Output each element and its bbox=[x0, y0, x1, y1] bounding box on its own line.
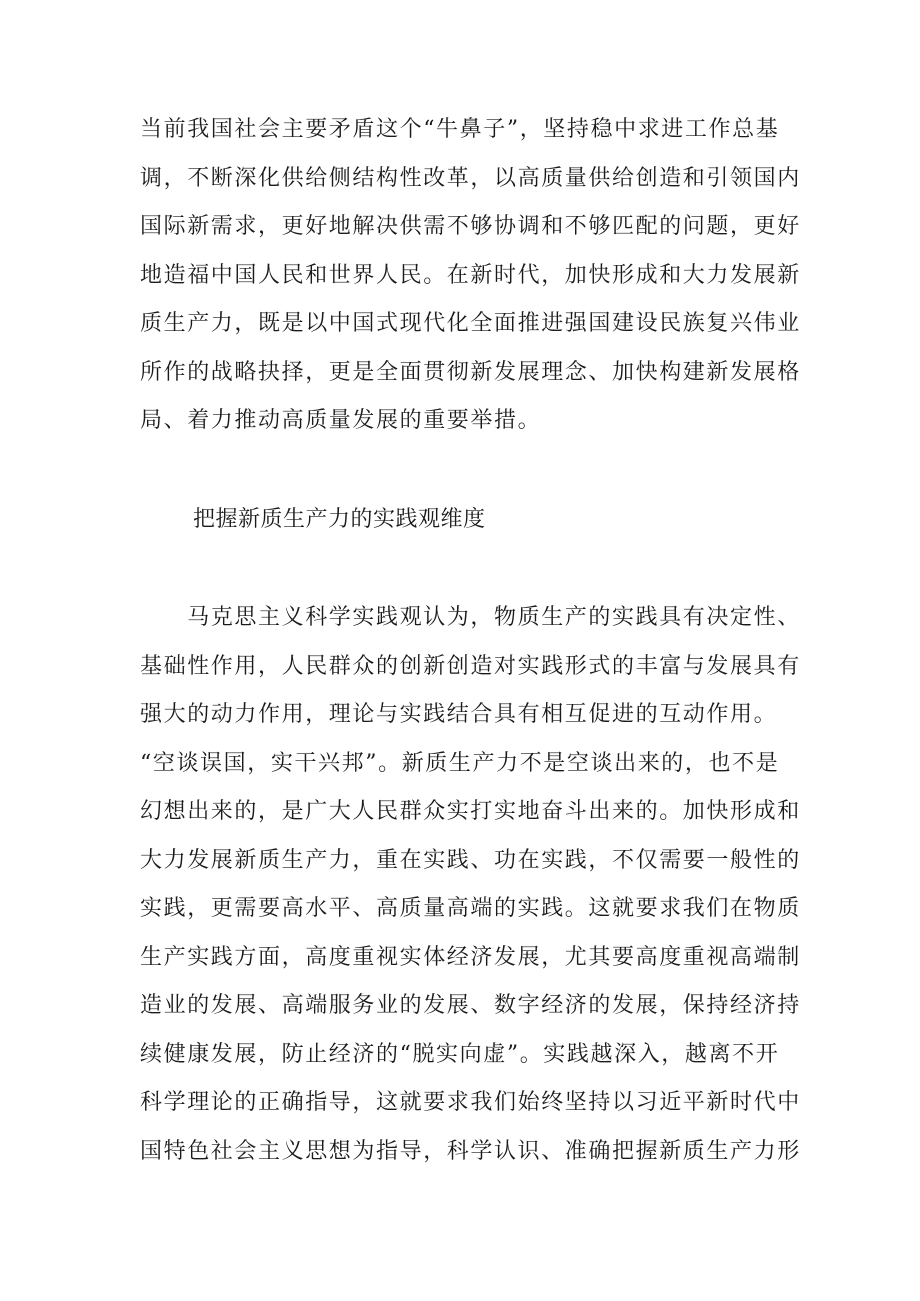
body-paragraph bbox=[140, 594, 800, 1176]
section-heading: 把握新质生产力的实践观维度 bbox=[193, 507, 486, 532]
text-line: 局、着力推动高质量发展的重要举措。 bbox=[140, 408, 542, 433]
text-line: 续健康发展，防止经济的“脱实向虚”。实践越深入，越离不开 bbox=[140, 1041, 780, 1067]
text-line: “空谈误国，实干兴邦”。新质生产力不是空谈出来的，也不是 bbox=[140, 750, 780, 776]
text-line: 国际新需求，更好地解决供需不够协调和不够匹配的问题，更好 bbox=[140, 214, 801, 239]
text-line: 马克思主义科学实践观认为，物质生产的实践具有决定性、 bbox=[140, 605, 801, 630]
text-line: 质生产力，既是以中国式现代化全面推进强国建设民族复兴伟业 bbox=[140, 311, 801, 336]
text-line: 国特色社会主义思想为指导，科学认识、准确把握新质生产力形 bbox=[140, 1138, 801, 1164]
text-line: 幻想出来的，是广大人民群众实打实地奋斗出来的。加快形成和 bbox=[140, 799, 801, 824]
body-paragraph bbox=[140, 106, 800, 446]
text-line: 地造福中国人民和世界人民。在新时代，加快形成和大力发展新 bbox=[140, 262, 801, 288]
text-line: 实践，更需要高水平、高质量高端的实践。这就要求我们在物质 bbox=[140, 896, 801, 921]
text-line: 科学理论的正确指导，这就要求我们始终坚持以习近平新时代中 bbox=[140, 1090, 801, 1115]
text-line: 强大的动力作用，理论与实践结合具有相互促进的互动作用。 bbox=[140, 702, 778, 727]
text-line: 调，不断深化供给侧结构性改革，以高质量供给创造和引领国内 bbox=[140, 165, 801, 191]
text-line: 大力发展新质生产力，重在实践、功在实践，不仅需要一般性的 bbox=[140, 847, 801, 873]
text-line: 当前我国社会主要矛盾这个“牛鼻子”，坚持稳中求进工作总基 bbox=[140, 117, 780, 142]
text-line: 生产实践方面，高度重视实体经济发展，尤其要高度重视高端制 bbox=[140, 944, 801, 970]
text-line: 造业的发展、高端服务业的发展、数字经济的发展，保持经济持 bbox=[140, 993, 801, 1018]
text-line: 基础性作用，人民群众的创新创造对实践形式的丰富与发展具有 bbox=[140, 653, 801, 679]
text-line: 所作的战略抉择，更是全面贯彻新发展理念、加快构建新发展格 bbox=[140, 359, 801, 385]
